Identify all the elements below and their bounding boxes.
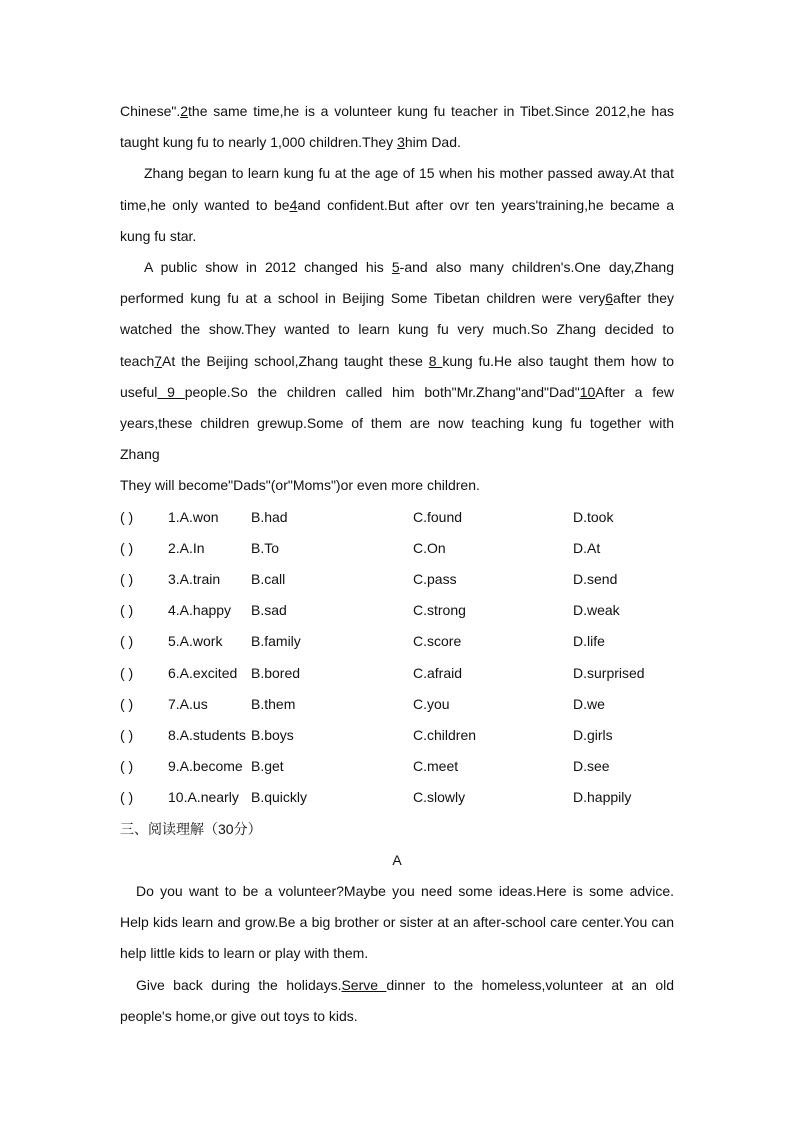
- option-b: B.bored: [251, 664, 301, 681]
- section-title: 三、阅读理解（30分）: [120, 820, 262, 837]
- answer-bracket[interactable]: ( ): [120, 664, 134, 681]
- passage-paragraph-2: [120, 158, 674, 252]
- option-row: [120, 595, 674, 626]
- passage-paragraph-3: [120, 252, 674, 470]
- text: Chinese".: [120, 103, 181, 119]
- text: A public show in 2012 changed his: [144, 259, 392, 276]
- answer-bracket[interactable]: ( ): [120, 602, 134, 619]
- option-b: B.To: [251, 539, 280, 556]
- option-row: [120, 533, 674, 564]
- option-a: 10.A.nearly: [168, 789, 239, 806]
- blank-7: 7: [154, 352, 163, 369]
- option-row: [120, 782, 674, 813]
- option-c: C.score: [413, 633, 462, 650]
- option-c: C.slowly: [413, 789, 466, 806]
- blank-10: 10: [579, 383, 596, 400]
- option-d: D.happily: [573, 789, 632, 806]
- option-d: D.we: [573, 695, 605, 712]
- option-c: C.afraid: [413, 664, 463, 681]
- option-a: 2.A.In: [168, 539, 205, 556]
- option-c: C.meet: [413, 758, 459, 775]
- answer-bracket[interactable]: ( ): [120, 571, 134, 588]
- answer-bracket[interactable]: ( ): [120, 789, 134, 806]
- option-a: 1.A.won: [168, 508, 219, 525]
- text: dinner to the homeless,volunteer at an old people's home,or give out toys to kids.: [120, 976, 674, 1024]
- text: After a few years,these children grewup.Some of them are now teaching kung fu together with Zhang: [120, 383, 674, 463]
- option-b: B.had: [251, 508, 288, 525]
- option-b: B.family: [251, 633, 301, 650]
- option-row: [120, 564, 674, 595]
- option-c: C.pass: [413, 571, 457, 588]
- option-d: D.surprised: [573, 664, 645, 681]
- option-b: B.them: [251, 695, 296, 712]
- answer-bracket[interactable]: ( ): [120, 633, 134, 650]
- blank-9: 9: [157, 383, 185, 400]
- option-d: D.send: [573, 571, 618, 588]
- reading-paragraph-1: Do you want to be a volunteer?Maybe you need some ideas.Here is some advice. Help kids learn and grow.Be a big brother or sister at an after-school care center.You can help little kids to learn or play with them.: [120, 882, 674, 962]
- option-d: D.weak: [573, 602, 620, 619]
- text: him Dad.: [404, 134, 461, 151]
- option-a: 9.A.become: [168, 758, 243, 775]
- text: people.So the children called him both"Mr.Zhang"and"Dad": [184, 383, 580, 400]
- option-row: [120, 689, 674, 720]
- option-d: D.At: [573, 539, 601, 556]
- reading-paragraph-2: [120, 970, 674, 1032]
- option-b: B.quickly: [251, 789, 308, 806]
- option-a: 8.A.students: [168, 726, 246, 743]
- option-b: B.sad: [251, 602, 287, 619]
- option-row: [120, 720, 674, 751]
- blank-6: 6: [605, 290, 613, 307]
- underlined-word: Serve: [341, 976, 387, 993]
- document-page: [120, 96, 674, 1032]
- text: At the Beijing school,Zhang taught these: [162, 352, 429, 369]
- blank-2: 2: [180, 103, 189, 119]
- option-d: D.see: [573, 758, 610, 775]
- option-d: D.girls: [573, 726, 613, 743]
- option-b: B.boys: [251, 726, 294, 743]
- options-list: [120, 502, 674, 814]
- option-a: 5.A.work: [168, 633, 223, 650]
- option-b: B.get: [251, 758, 284, 775]
- blank-4: 4: [289, 196, 298, 213]
- option-c: C.you: [413, 695, 450, 712]
- option-d: D.took: [573, 508, 614, 525]
- option-row: [120, 626, 674, 657]
- blank-5: 5: [391, 259, 400, 276]
- answer-bracket[interactable]: ( ): [120, 508, 134, 525]
- option-b: B.call: [251, 571, 286, 588]
- answer-bracket[interactable]: ( ): [120, 726, 134, 743]
- option-row: [120, 751, 674, 782]
- option-c: C.strong: [413, 602, 466, 619]
- option-a: 3.A.train: [168, 571, 221, 588]
- answer-bracket[interactable]: ( ): [120, 758, 134, 775]
- text: after they watched the show.They wanted to learn kung fu very much.So Zhang decided to teach: [120, 290, 674, 369]
- passage-paragraph-1: [120, 96, 674, 158]
- text: and confident.But after ovr ten years'training,he became a kung fu star.: [120, 196, 674, 244]
- option-a: 4.A.happy: [168, 602, 232, 619]
- answer-bracket[interactable]: ( ): [120, 695, 134, 712]
- option-c: C.found: [413, 508, 463, 525]
- text: kung fu.He also taught them how to useful: [120, 352, 675, 400]
- text: the same time,he is a volunteer kung fu teacher in Tibet.Since 2012,he has taught kung fu to nearly 1,000 children.They: [120, 103, 674, 151]
- option-d: D.life: [573, 633, 605, 650]
- option-c: C.On: [413, 539, 446, 556]
- passage-heading: A: [392, 851, 402, 868]
- option-a: 6.A.excited: [168, 664, 238, 681]
- option-row: [120, 658, 674, 689]
- option-row: [120, 502, 674, 533]
- option-a: 7.A.us: [168, 695, 208, 712]
- text: -and also many children's.One day,Zhang performed kung fu at a school in Beijing Some Tibetan children were very: [120, 259, 674, 307]
- passage-paragraph-4: They will become"Dads"(or"Moms")or even more children.: [120, 477, 480, 494]
- answer-bracket[interactable]: ( ): [120, 539, 134, 556]
- blank-8: 8: [428, 352, 443, 369]
- text: Give back during the holidays.: [136, 976, 342, 993]
- blank-3: 3: [397, 134, 405, 151]
- text: Zhang began to learn kung fu at the age of 15 when his mother passed away.At that time,he only wanted to be: [120, 165, 674, 213]
- option-c: C.children: [413, 726, 477, 743]
